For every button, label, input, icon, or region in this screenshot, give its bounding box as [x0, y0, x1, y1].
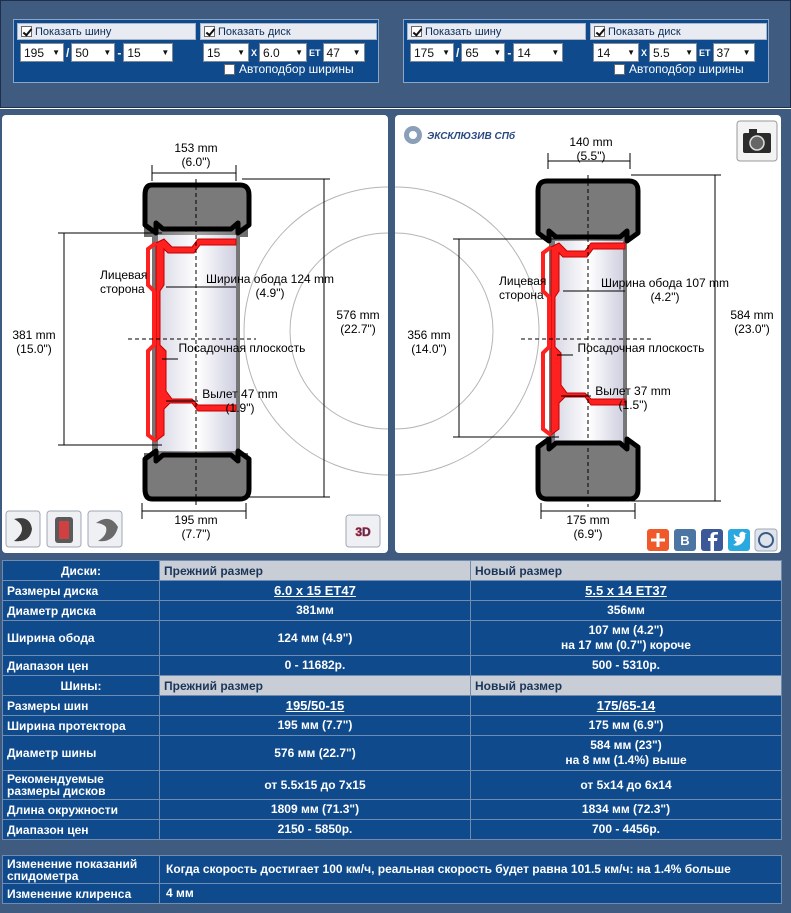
view-section-icon[interactable]	[47, 511, 81, 547]
dropdown-arrow-icon: ▼	[295, 48, 304, 57]
show-disk-checkbox[interactable]	[594, 26, 605, 37]
rim-width-label: Ширина обода 107 mm	[600, 276, 730, 290]
comparison-visualization	[0, 109, 791, 559]
dropdown-arrow-icon: ▼	[442, 48, 450, 57]
show-tire-checkbox[interactable]	[411, 26, 422, 37]
dropdown-arrow-icon: ▼	[493, 48, 502, 57]
face-side-label-2: сторона	[100, 282, 145, 296]
rim-width-label: Ширина обода 124 mm	[205, 272, 335, 286]
cell-old: 381мм	[160, 601, 471, 621]
dropdown-arrow-icon: ▼	[52, 48, 60, 57]
row-label: Размеры диска	[3, 581, 160, 601]
row-label: Диапазон цен	[3, 820, 160, 840]
row-label: Рекомендуемые размеры дисков	[3, 771, 160, 800]
cell-new: 500 - 5310р.	[471, 656, 782, 676]
row-label: Диаметр диска	[3, 601, 160, 621]
disk-width-select[interactable]: 5.5 ▼	[649, 43, 697, 62]
et-label: ET	[699, 47, 711, 58]
show-disk-toggle[interactable]	[590, 23, 767, 40]
tread-in-label: (6.9")	[573, 527, 603, 541]
rim-diameter-in-label: (15.0")	[16, 342, 52, 356]
cell-new-line2: на 8 мм (1.4%) выше	[565, 753, 687, 767]
cell-new-line2: на 17 мм (0.7") короче	[561, 638, 691, 652]
new-wheel-diagram	[395, 115, 781, 553]
show-tire-toggle[interactable]	[17, 23, 196, 40]
3d-view-icon[interactable]	[346, 515, 380, 547]
clearance-value: 4 мм	[160, 884, 782, 904]
tire-profile-select[interactable]: 65 ▼	[461, 43, 505, 62]
row-label: Изменение клиренса	[3, 884, 160, 904]
show-tire-checkbox[interactable]	[21, 26, 32, 37]
table-row	[3, 771, 782, 800]
row-label: Длина окружности	[3, 800, 160, 820]
dropdown-arrow-icon: ▼	[352, 48, 361, 57]
cell-new-line1: 584 мм (23")	[590, 738, 662, 752]
mount-plane-label: Посадочная плоскость	[178, 341, 306, 355]
row-label: Ширина обода	[3, 621, 160, 656]
cell-old: 0 - 11682р.	[160, 656, 471, 676]
table-row	[3, 696, 782, 716]
offset-in-label: (1.9")	[225, 401, 255, 415]
rim-diameter-in-label: (14.0")	[411, 342, 447, 356]
camera-icon[interactable]	[737, 121, 777, 161]
table-row	[3, 656, 782, 676]
separator: -	[507, 45, 512, 60]
speedometer-value: Когда скорость достигает 100 км/ч, реальная скорость будет равна 101.5 км/ч: на 1.4% больше	[160, 856, 782, 884]
face-side-label-2: сторона	[499, 288, 544, 302]
cell-new: 175 мм (6.9")	[471, 716, 782, 736]
auto-width-label: Автоподбор ширины	[239, 62, 354, 76]
new-size-panel	[403, 19, 769, 83]
disk-diameter-select[interactable]: 15 ▼	[203, 43, 249, 62]
row-label: Изменение показаний спидометра	[3, 856, 160, 884]
disk-size-new-link[interactable]: 5.5 x 14 ET37	[471, 581, 782, 601]
cell-new: 1834 мм (72.3")	[471, 800, 782, 820]
brand-text: ЭКСКЛЮЗИВ СПб	[427, 131, 516, 142]
tread-in-label: (7.7")	[181, 527, 211, 541]
table-row	[3, 736, 782, 771]
table-row	[3, 856, 782, 884]
table-row	[3, 884, 782, 904]
separator: /	[456, 45, 460, 60]
dropdown-arrow-icon: ▼	[161, 48, 170, 57]
show-disk-checkbox[interactable]	[204, 26, 215, 37]
table-row	[3, 800, 782, 820]
face-side-label: Лицевая	[100, 268, 148, 282]
tire-rim-select[interactable]: 15 ▼	[123, 43, 173, 62]
column-old-header: Прежний размер	[160, 676, 471, 696]
twitter-share-icon[interactable]	[728, 529, 750, 551]
rim-width-in-label: (4.2")	[650, 290, 680, 304]
width-in-label: (6.0")	[181, 155, 211, 169]
outer-diameter-in-label: (22.7")	[340, 322, 376, 336]
cell-old: 576 мм (22.7")	[160, 736, 471, 771]
tread-mm-label: 175 mm	[566, 513, 610, 527]
facebook-share-icon[interactable]	[701, 529, 723, 551]
row-label: Диаметр шины	[3, 736, 160, 771]
cell-old: 2150 - 5850р.	[160, 820, 471, 840]
dropdown-arrow-icon: ▼	[103, 48, 112, 57]
width-mm-label: 153 mm	[174, 141, 218, 155]
dropdown-arrow-icon: ▼	[551, 48, 560, 57]
show-disk-toggle[interactable]	[200, 23, 377, 40]
tire-size-new-link[interactable]: 175/65-14	[471, 696, 782, 716]
et-label: ET	[309, 47, 321, 58]
tire-profile-select[interactable]: 50 ▼	[71, 43, 115, 62]
disk-et-select[interactable]: 47 ▼	[323, 43, 365, 62]
separator: X	[641, 47, 648, 58]
column-new-header: Новый размер	[471, 561, 782, 581]
cell-old: 124 мм (4.9")	[160, 621, 471, 656]
cell-new: 356мм	[471, 601, 782, 621]
disk-selector-current	[200, 23, 377, 81]
dropdown-arrow-icon: ▼	[742, 48, 751, 57]
offset-label: Вылет 37 mm	[595, 384, 671, 398]
vk-share-icon[interactable]	[674, 529, 696, 551]
show-tire-label: Показать шину	[425, 25, 502, 38]
cell-old: от 5.5x15 до 7x15	[160, 771, 471, 800]
auto-width-checkbox[interactable]	[224, 64, 235, 75]
disks-section-title: Диски:	[3, 561, 160, 581]
offset-in-label: (1.5")	[618, 398, 648, 412]
width-mm-label: 140 mm	[569, 135, 613, 149]
auto-width-toggle[interactable]	[200, 62, 377, 76]
disks-table	[2, 560, 782, 840]
view-perspective-icon[interactable]	[88, 511, 122, 547]
effects-table	[2, 855, 782, 904]
row-label: Ширина протектора	[3, 716, 160, 736]
rim-diameter-mm-label: 356 mm	[407, 328, 451, 342]
tire-top	[145, 185, 249, 233]
tire-selector-new	[407, 23, 586, 81]
tire-rim-select[interactable]: 14 ▼	[513, 43, 563, 62]
show-tire-toggle[interactable]	[407, 23, 586, 40]
outer-diameter-mm-label: 584 mm	[730, 308, 774, 322]
auto-width-checkbox[interactable]	[614, 64, 625, 75]
current-wheel-diagram	[2, 115, 388, 553]
separator: /	[66, 45, 70, 60]
show-tire-label: Показать шину	[35, 25, 112, 38]
table-row	[3, 820, 782, 840]
brand-logo	[404, 126, 516, 144]
tire-selector-current	[17, 23, 196, 81]
disks-header-row	[3, 561, 782, 581]
cell-old: 1809 мм (71.3")	[160, 800, 471, 820]
table-row	[3, 621, 782, 656]
separator: X	[251, 47, 258, 58]
width-in-label: (5.5")	[576, 149, 606, 163]
current-size-panel	[13, 19, 379, 83]
show-disk-label: Показать диск	[608, 25, 681, 38]
share-plus-icon[interactable]	[647, 529, 669, 551]
face-side-label: Лицевая	[499, 274, 547, 288]
disk-diameter-select[interactable]: 14 ▼	[593, 43, 639, 62]
dropdown-arrow-icon: ▼	[237, 48, 245, 57]
tires-section-title: Шины:	[3, 676, 160, 696]
row-label: Диапазон цен	[3, 656, 160, 676]
auto-width-toggle[interactable]	[590, 62, 767, 76]
rim-width-in-label: (4.9")	[255, 286, 285, 300]
table-row	[3, 601, 782, 621]
cell-old: 195 мм (7.7")	[160, 716, 471, 736]
tire-width-select[interactable]: 175 ▼	[410, 43, 454, 62]
show-disk-label: Показать диск	[218, 25, 291, 38]
cell-new	[471, 736, 782, 771]
row-label: Размеры шин	[3, 696, 160, 716]
column-old-header: Прежний размер	[160, 561, 471, 581]
size-controls-bar	[0, 0, 791, 108]
cell-new-line1: 107 мм (4.2")	[588, 623, 664, 637]
table-row	[3, 716, 782, 736]
3d-label: 3D	[355, 525, 371, 539]
cell-new: 700 - 4456р.	[471, 820, 782, 840]
table-row	[3, 581, 782, 601]
cell-new: от 5x14 до 6x14	[471, 771, 782, 800]
tire-width-select[interactable]: 195 ▼	[20, 43, 64, 62]
disk-selector-new	[590, 23, 767, 81]
tread-mm-label: 195 mm	[174, 513, 218, 527]
comparison-tables	[0, 559, 791, 913]
mount-plane-label: Посадочная плоскость	[577, 341, 705, 355]
disk-width-select[interactable]: 6.0 ▼	[259, 43, 307, 62]
dropdown-arrow-icon: ▼	[627, 48, 635, 57]
separator: -	[117, 45, 122, 60]
rim-diameter-mm-label: 381 mm	[12, 328, 56, 342]
auto-width-label: Автоподбор ширины	[629, 62, 744, 76]
outer-diameter-in-label: (23.0")	[734, 322, 770, 336]
tires-header-row	[3, 676, 782, 696]
offset-label: Вылет 47 mm	[202, 387, 278, 401]
dropdown-arrow-icon: ▼	[685, 48, 694, 57]
column-new-header: Новый размер	[471, 676, 782, 696]
disk-size-old-link[interactable]: 6.0 x 15 ET47	[160, 581, 471, 601]
outer-diameter-mm-label: 576 mm	[336, 308, 380, 322]
cell-new	[471, 621, 782, 656]
tire-size-old-link[interactable]: 195/50-15	[160, 696, 471, 716]
view-side-icon[interactable]	[6, 511, 40, 547]
vk-letter: B	[680, 533, 690, 548]
skype-share-icon[interactable]	[755, 529, 777, 551]
disk-et-select[interactable]: 37 ▼	[713, 43, 755, 62]
tire-bottom	[145, 451, 249, 499]
